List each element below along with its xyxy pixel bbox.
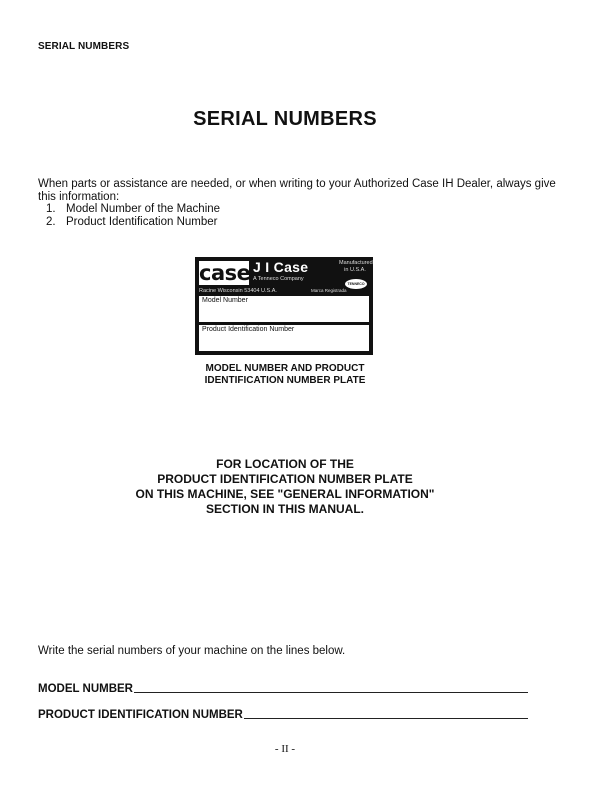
case-logo: case (199, 261, 251, 285)
running-header: SERIAL NUMBERS (38, 41, 130, 52)
location-note (0, 457, 570, 517)
list-text: Product Identification Number (66, 216, 218, 228)
intro-paragraph: When parts or assistance are needed, or when writing to your Authorized Case IH Dealer, always give this information: (38, 178, 556, 203)
list-item (46, 203, 220, 216)
note-line: SECTION IN THIS MANUAL. (206, 502, 364, 516)
plate-model-label: Model Number (202, 297, 248, 304)
plate-address-row (199, 287, 369, 295)
tenneco-badge-icon: TENNECO (345, 279, 367, 289)
plate-marca: Marca Registrada (311, 288, 347, 293)
write-instruction: Write the serial numbers of your machine on the lines below. (38, 645, 346, 657)
plate-brand: J I Case (253, 259, 309, 275)
caption-line: MODEL NUMBER AND PRODUCT (205, 363, 365, 374)
note-line: FOR LOCATION OF THE (216, 457, 354, 471)
list-item (46, 216, 220, 229)
page-title: SERIAL NUMBERS (193, 108, 377, 130)
plate-address: Racine Wisconsin 53404 U.S.A. (199, 288, 277, 294)
note-line: ON THIS MACHINE, SEE "GENERAL INFORMATION" (135, 487, 435, 501)
list-number: 1. (46, 203, 56, 215)
plate-pin-label: Product Identification Number (202, 326, 295, 333)
info-list (46, 203, 220, 229)
page-number: - II - (274, 743, 296, 755)
list-number: 2. (46, 216, 56, 228)
identification-plate (195, 257, 373, 355)
plate-model-field (199, 296, 369, 322)
model-number-line[interactable] (134, 692, 528, 693)
note-line: PRODUCT IDENTIFICATION NUMBER PLATE (157, 472, 413, 486)
plate-pin-field (199, 325, 369, 351)
pin-row (38, 709, 528, 723)
plate-company-line: A Tenneco Company (253, 276, 304, 282)
pin-label: PRODUCT IDENTIFICATION NUMBER (38, 709, 243, 721)
plate-caption (180, 363, 390, 387)
model-number-label: MODEL NUMBER (38, 683, 133, 695)
pin-line[interactable] (244, 718, 528, 719)
plate-manufactured: Manufactured in U.S.A. (339, 260, 373, 273)
model-number-row (38, 683, 528, 697)
caption-line: IDENTIFICATION NUMBER PLATE (204, 375, 366, 386)
list-text: Model Number of the Machine (66, 203, 221, 215)
